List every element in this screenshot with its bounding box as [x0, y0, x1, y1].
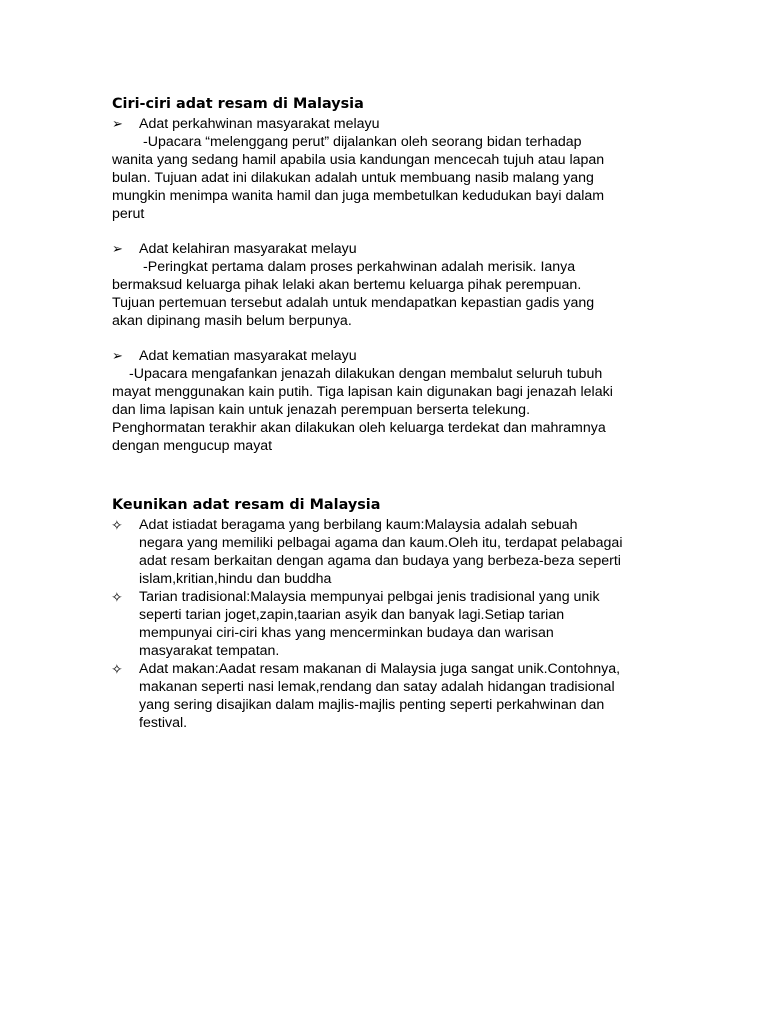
- list-item-line: adat resam berkaitan dengan agama dan budaya yang berbeza-beza seperti: [139, 553, 621, 569]
- arrowhead-bullet-icon: ➢: [112, 241, 123, 256]
- four-point-star-bullet-icon: ✧: [111, 517, 123, 533]
- four-point-star-bullet-icon: ✧: [111, 661, 123, 677]
- paragraph-line: -Upacara mengafankan jenazah dilakukan dengan membalut seluruh tubuh: [129, 366, 603, 382]
- paragraph-line: akan dipinang masih belum berpunya.: [112, 313, 352, 329]
- paragraph-line: mungkin menimpa wanita hamil dan juga membetulkan kedudukan bayi dalam: [112, 188, 605, 204]
- list-item-line: masyarakat tempatan.: [139, 643, 280, 659]
- paragraph-line: perut: [112, 206, 145, 222]
- four-point-star-bullet-icon: ✧: [111, 589, 123, 605]
- paragraph-line: -Peringkat pertama dalam proses perkahwinan adalah merisik. Ianya: [143, 259, 576, 275]
- section-heading-keunikan: Keunikan adat resam di Malaysia: [112, 497, 381, 513]
- paragraph-line: dan lima lapisan kain untuk jenazah perempuan berserta telekung.: [112, 402, 531, 418]
- list-item-line: festival.: [139, 715, 188, 731]
- list-item-line: Adat istiadat beragama yang berbilang kaum:Malaysia adalah sebuah: [139, 517, 578, 533]
- item-title-perkahwinan: Adat perkahwinan masyarakat melayu: [139, 116, 380, 132]
- paragraph-line: Tujuan pertemuan tersebut adalah untuk mendapatkan kepastian gadis yang: [112, 295, 595, 311]
- list-item-line: yang sering disajikan dalam majlis-majlis penting seperti perkahwinan dan: [139, 697, 605, 713]
- paragraph-line: bermaksud keluarga pihak lelaki akan bertemu keluarga pihak perempuan.: [112, 277, 582, 293]
- paragraph-line: dengan mengucup mayat: [112, 438, 273, 454]
- item-title-kelahiran: Adat kelahiran masyarakat melayu: [139, 241, 357, 257]
- arrowhead-bullet-icon: ➢: [112, 116, 123, 131]
- list-item-line: negara yang memiliki pelbagai agama dan kaum.Oleh itu, terdapat pelabagai: [139, 535, 623, 551]
- paragraph-line: -Upacara “melenggang perut” dijalankan oleh seorang bidan terhadap: [143, 134, 582, 150]
- list-item-line: islam,kritian,hindu dan buddha: [139, 571, 332, 587]
- list-item-line: makanan seperti nasi lemak,rendang dan satay adalah hidangan tradisional: [139, 679, 615, 695]
- section-heading-ciri-ciri: Ciri-ciri adat resam di Malaysia: [112, 96, 364, 112]
- paragraph-line: wanita yang sedang hamil apabila usia kandungan mencecah tujuh atau lapan: [112, 152, 605, 168]
- paragraph-line: mayat menggunakan kain putih. Tiga lapisan kain digunakan bagi jenazah lelaki: [112, 384, 613, 400]
- list-item-line: mempunyai ciri-ciri khas yang mencerminkan budaya dan warisan: [139, 625, 554, 641]
- list-item-line: seperti tarian joget,zapin,taarian asyik dan banyak lagi.Setiap tarian: [139, 607, 565, 623]
- item-title-kematian: Adat kematian masyarakat melayu: [139, 348, 357, 364]
- list-item-line: Adat makan:Aadat resam makanan di Malaysia juga sangat unik.Contohnya,: [139, 661, 621, 677]
- list-item-line: Tarian tradisional:Malaysia mempunyai pelbgai jenis tradisional yang unik: [139, 589, 600, 605]
- arrowhead-bullet-icon: ➢: [112, 348, 123, 363]
- paragraph-line: bulan. Tujuan adat ini dilakukan adalah untuk membuang nasib malang yang: [112, 170, 594, 186]
- paragraph-line: Penghormatan terakhir akan dilakukan oleh keluarga terdekat dan mahramnya: [112, 420, 606, 436]
